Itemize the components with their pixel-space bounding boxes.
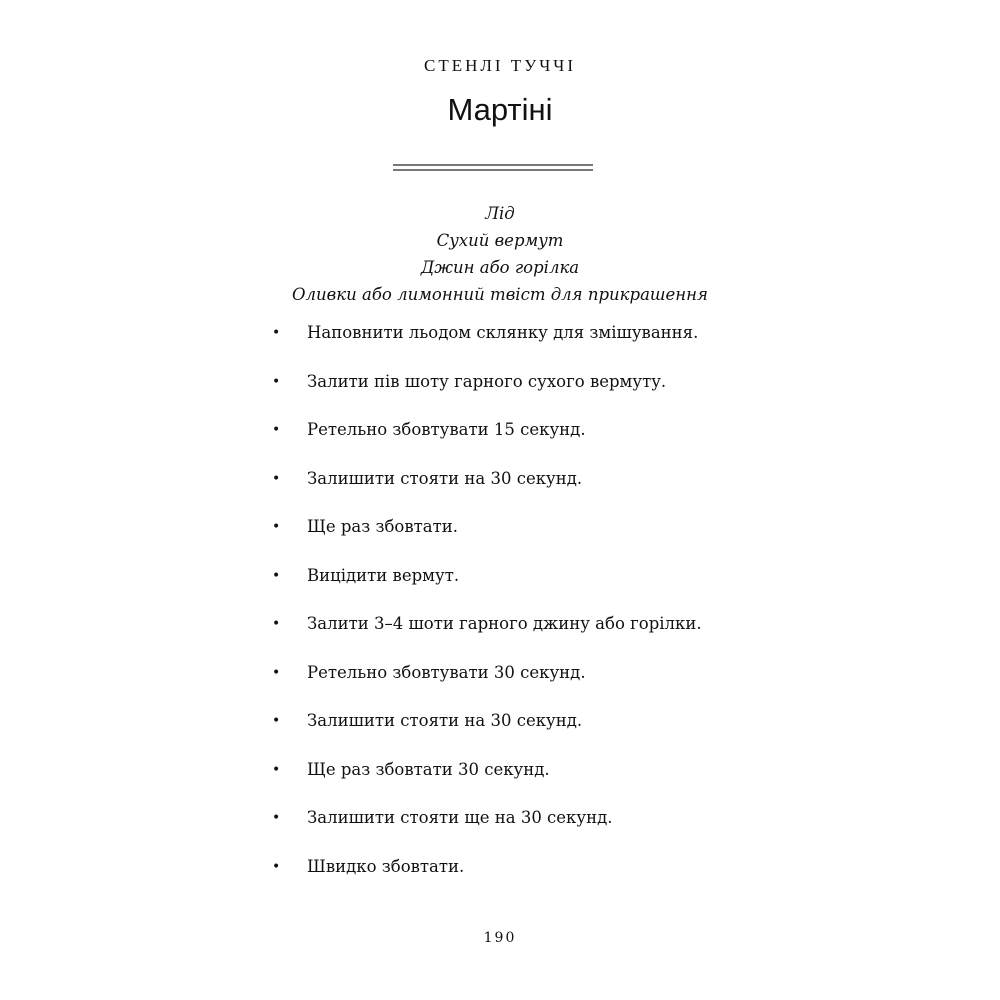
step-text: Вицідити вермут.	[307, 565, 460, 585]
bullet-icon: •	[272, 713, 281, 729]
bullet-icon: •	[272, 664, 281, 681]
step-text: Ще раз збовтати 30 секунд.	[307, 759, 550, 779]
step-item	[0, 367, 1000, 397]
step-text: Наповнити льодом склянку для змішування.	[307, 323, 699, 342]
step-text: Ретельно збовтувати 30 секунд.	[307, 662, 586, 682]
step-text: Ще раз збовтати.	[307, 517, 458, 536]
step-text: Залити 3–4 шоти гарного джину або горілки.	[307, 614, 702, 633]
bullet-icon: •	[272, 761, 281, 778]
step-item	[0, 658, 1000, 688]
bullet-icon: •	[272, 858, 281, 875]
bullet-icon: •	[272, 810, 281, 826]
step-text: Залишити стояти на 30 секунд.	[307, 468, 583, 488]
double-rule-divider	[393, 164, 593, 171]
step-item	[0, 561, 1000, 591]
step-item	[0, 464, 1000, 494]
step-text: Залити пів шоту гарного сухого вермуту.	[307, 371, 667, 391]
bullet-icon: •	[272, 470, 281, 487]
step-item	[0, 512, 1000, 542]
step-text: Ретельно збовтувати 15 секунд.	[307, 420, 586, 439]
ingredient-item: Сухий вермут	[436, 231, 564, 250]
bullet-icon: •	[272, 567, 281, 584]
running-head: СТЕНЛІ ТУЧЧІ	[423, 56, 576, 75]
step-text: Залишити стояти на 30 секунд.	[307, 711, 583, 730]
ingredient-item: Оливки або лимонний твіст для прикрашення	[292, 285, 708, 304]
step-item	[0, 318, 1000, 348]
step-item	[0, 706, 1000, 736]
bullet-icon: •	[272, 519, 281, 535]
step-text: Швидко збовтати.	[307, 856, 465, 876]
bullet-icon: •	[272, 422, 281, 438]
ingredient-item: Лід	[485, 204, 515, 223]
step-item	[0, 609, 1000, 639]
step-item	[0, 852, 1000, 882]
bullet-icon: •	[272, 373, 281, 390]
ingredients-list	[0, 200, 1000, 308]
recipe-title: Мартіні	[447, 92, 553, 127]
step-item	[0, 803, 1000, 833]
step-item	[0, 755, 1000, 785]
page-number: 190	[483, 930, 517, 946]
step-item	[0, 415, 1000, 445]
bullet-icon: •	[272, 616, 281, 632]
bullet-icon: •	[272, 325, 281, 341]
step-text: Залишити стояти ще на 30 секунд.	[307, 808, 613, 827]
ingredient-item: Джин або горілка	[420, 258, 580, 277]
